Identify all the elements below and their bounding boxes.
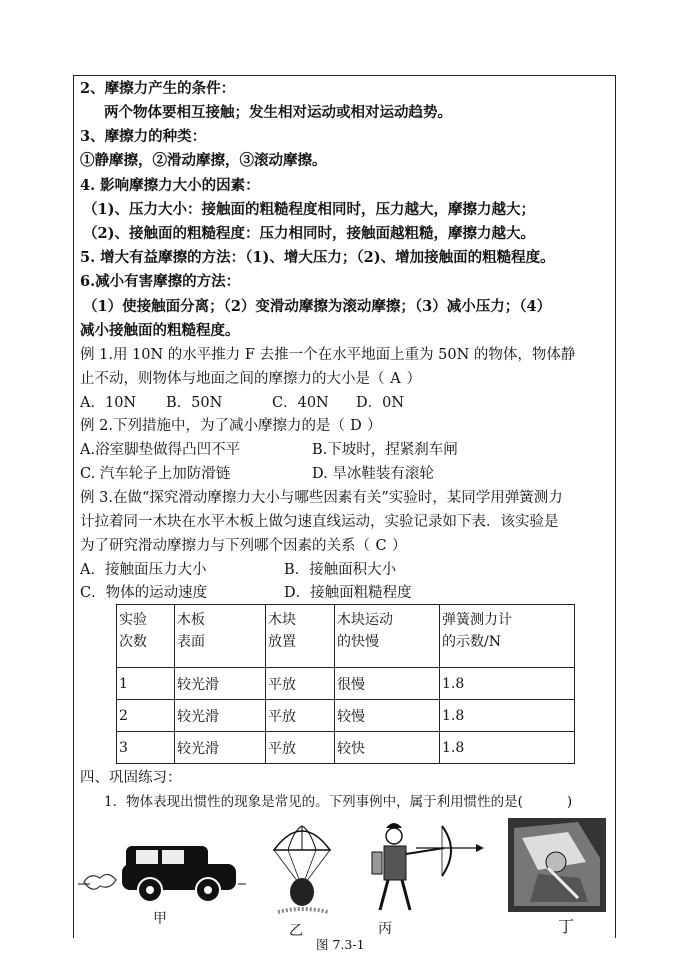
table-row <box>117 732 575 764</box>
example-3-stem-2: 计拉着同一木块在水平木板上做匀速直线运动，实验记录如下表．该实验是 <box>80 514 559 530</box>
table-cell: 较慢 <box>335 700 440 732</box>
example-3-option-a: A．接触面压力大小 <box>80 562 207 578</box>
example-1-answer: A <box>390 371 401 387</box>
example-3-option-c: C．物体的运动速度 <box>80 585 208 601</box>
table-cell: 较光滑 <box>175 700 266 732</box>
section-4-title: 4. 影响摩擦力大小的因素： <box>80 177 260 194</box>
table-cell: 较快 <box>335 732 440 764</box>
table-header-row <box>117 605 575 668</box>
section-3-title: 3、摩擦力的种类： <box>80 128 207 145</box>
table-cell: 很慢 <box>335 668 440 700</box>
example-3-stem-3 <box>80 536 407 556</box>
figure-label-jia: 甲 <box>153 911 167 927</box>
section-4-point-1: （1)、压力大小：接触面的粗糙程度相同时，压力越大，摩擦力越大； <box>83 201 535 218</box>
example-1-stem: 例 1.用 10N 的水平推力 F 去推一个在水平地面上重为 50N 的物体，物体静 <box>80 347 576 363</box>
table-cell: 平放 <box>266 732 335 764</box>
table-cell: 较光滑 <box>175 668 266 700</box>
figure-label-bing: 丙 <box>378 921 392 937</box>
example-3-question: 为了研究滑动摩擦力与下列哪个因素的关系（ <box>80 538 370 554</box>
table-cell: 1.8 <box>440 732 575 764</box>
table-cell: 1 <box>117 668 175 700</box>
section-5: 5. 增大有益摩擦的方法：（1)、增大压力；（2)、增加接触面的粗糙程度。 <box>80 249 555 266</box>
example-2-option-a: A.浴室脚垫做得凸凹不平 <box>80 442 241 458</box>
parachute-illustration <box>270 820 334 920</box>
example-2-stem <box>80 416 381 436</box>
example-3-stem-1: 例 3.在做“探究滑动摩擦力大小与哪些因素有关”实验时，某同学用弹簧测力 <box>80 490 563 506</box>
figure-caption: 图 7.3-1 <box>316 937 365 952</box>
table-header-cell: 木块 放置 <box>266 605 335 668</box>
example-2-option-c: C. 汽车轮子上加防滑链 <box>80 466 231 482</box>
figure-label-yi: 乙 <box>289 923 303 939</box>
example-3-close: ） <box>392 538 407 554</box>
table-cell: 较光滑 <box>175 732 266 764</box>
example-3-option-d: D．接触面粗糙程度 <box>284 585 412 601</box>
archer-illustration <box>356 818 486 918</box>
example-2-answer: D <box>350 418 362 434</box>
section-6-line-2: 减小接触面的粗糙程度。 <box>80 322 240 339</box>
table-cell: 平放 <box>266 668 335 700</box>
example-1-option-b: B．50N <box>166 395 223 411</box>
table-row <box>117 668 575 700</box>
table-header-cell: 实验 次数 <box>117 605 175 668</box>
practice-question-1 <box>104 792 572 812</box>
table-cell: 1.8 <box>440 700 575 732</box>
example-1-option-d: D．0N <box>356 395 405 411</box>
section-4-point-2: （2)、接触面的粗糙程度：压力相同时，接触面越粗糙，摩擦力越大。 <box>83 225 535 242</box>
table-cell: 1.8 <box>440 668 575 700</box>
section-3-body: ①静摩擦，②滑动摩擦，③滚动摩擦。 <box>80 152 327 169</box>
practice-question-close: ) <box>566 794 573 810</box>
example-1-question: 止不动，则物体与地面之间的摩擦力的大小是（ <box>80 371 385 387</box>
experiment-table <box>116 604 575 764</box>
example-1-option-c: C．40N <box>272 395 329 411</box>
table-header-cell: 弹簧测力计 的示数/N <box>440 605 575 668</box>
example-3-option-b: B．接触面积大小 <box>284 562 397 578</box>
example-2-option-d: D. 旱冰鞋装有滚轮 <box>312 466 434 482</box>
car-illustration <box>78 826 246 906</box>
table-header-cell: 木块运动 的快慢 <box>335 605 440 668</box>
example-1-stem-2 <box>80 369 421 389</box>
table-cell: 2 <box>117 700 175 732</box>
figure-label-ding: 丁 <box>558 917 575 936</box>
practice-heading: 四、巩固练习： <box>80 770 182 786</box>
section-2-title: 2、摩擦力产生的条件： <box>80 80 236 97</box>
seatbelt-illustration <box>508 818 606 912</box>
section-6-title: 6.减小有害摩擦的方法： <box>80 273 241 290</box>
example-1-close: ） <box>406 371 421 387</box>
section-2-body: 两个物体要相互接触；发生相对运动或相对运动趋势。 <box>104 104 452 121</box>
example-1-option-a: A．10N <box>80 395 137 411</box>
example-2-close: ） <box>366 418 382 434</box>
table-header-cell: 木板 表面 <box>175 605 266 668</box>
example-2-option-b: B.下坡时，捏紧刹车闸 <box>312 442 458 458</box>
table-cell: 3 <box>117 732 175 764</box>
example-3-answer: C <box>375 538 387 554</box>
table-cell: 平放 <box>266 700 335 732</box>
example-2-question: 例 2.下列措施中，为了减小摩擦力的是（ <box>80 418 345 434</box>
table-row <box>117 700 575 732</box>
practice-question-text: 1．物体表现出惯性的现象是常见的。下列事例中，属于利用惯性的是( <box>104 794 523 810</box>
section-6-line-1: （1）使接触面分离；（2）变滑动摩擦为滚动摩擦；（3）减小压力；（4） <box>83 298 552 315</box>
